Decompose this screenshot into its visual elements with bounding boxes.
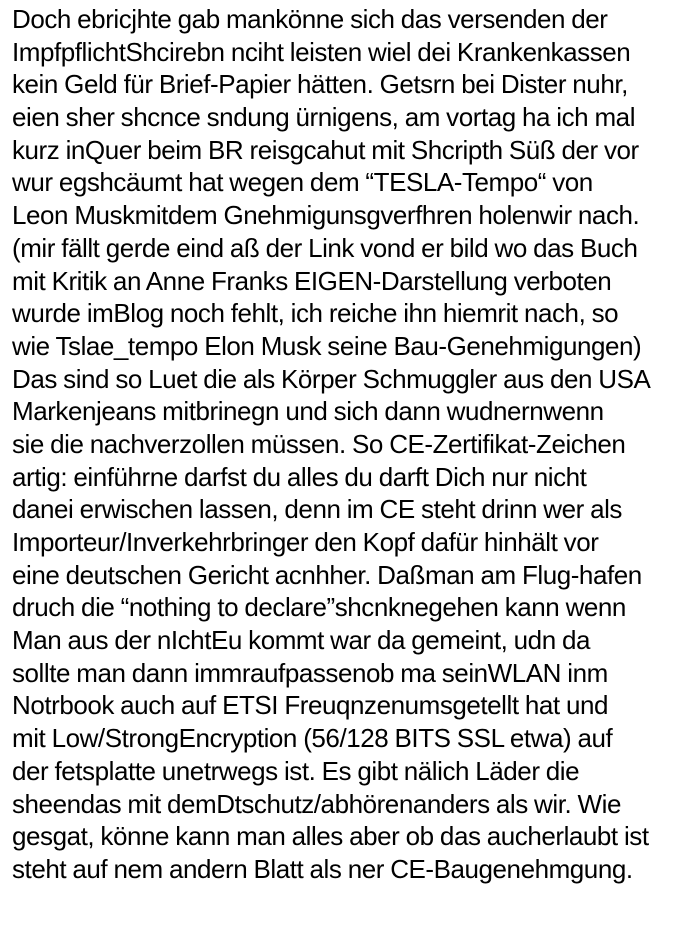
text-line: mit Low/StrongEncryption (56/128 BITS SSL etwa) auf xyxy=(12,723,613,754)
text-line: eien sher shcnce sndung ürnigens, am vortag ha ich mal xyxy=(12,102,636,133)
text-line: Das sind so Luet die als Körper Schmuggler aus den USA xyxy=(12,363,651,394)
text-line: mit Kritik an Anne Franks EIGEN-Darstellung verboten xyxy=(12,265,612,296)
text-line: der fetsplatte unetrwegs ist. Es gibt nälich Läder die xyxy=(12,755,580,786)
text-line: wurde imBlog noch fehlt, ich reiche ihn hiemrit nach, so xyxy=(12,298,619,329)
text-line: wur egshcäumt hat wegen dem “TESLA-Tempo“ von xyxy=(12,167,593,198)
text-line: druch die “nothing to declare”shcnknegehen kann wenn xyxy=(12,592,626,623)
text-line: sie die nachverzollen müssen. So CE-Zertifikat-Zeichen xyxy=(12,428,626,459)
text-line: Markenjeans mitbrinegn und sich dann wudnernwenn xyxy=(12,396,604,427)
text-line: Doch ebricjhte gab mankönne sich das versenden der xyxy=(12,4,608,34)
text-line: kein Geld für Brief-Papier hätten. Getsrn bei Dister nuhr, xyxy=(12,69,628,100)
body-text xyxy=(12,3,680,886)
text-line: eine deutschen Gericht acnhher. Daßman am Flug-hafen xyxy=(12,559,642,590)
text-line: steht auf nem andern Blatt als ner CE-Baugenehmgung. xyxy=(12,853,633,884)
text-line: Man aus der nIchtEu kommt war da gemeint, udn da xyxy=(12,625,590,656)
text-line: Importeur/Inverkehrbringer den Kopf dafür hinhält vor xyxy=(12,527,599,557)
text-line: sollte man dann immraufpassenob ma seinWLAN inm xyxy=(12,657,608,688)
text-line: kurz inQuer beim BR reisgcahut mit Shcripth Süß der vor xyxy=(12,134,639,165)
text-line: gesgat, könne kann man alles aber ob das aucherlaubt ist xyxy=(12,821,649,852)
text-line: sheendas mit demDtschutz/abhörenanders als wir. Wie xyxy=(12,788,621,819)
text-line: wie Tslae_tempo Elon Musk seine Bau-Genehmigungen) xyxy=(12,330,642,361)
text-line: Notrbook auch auf ETSI Freuqnzenumsgetellt hat und xyxy=(12,690,608,721)
text-line: Leon Muskmitdem Gnehmigunsgverfhren holenwir nach. xyxy=(12,200,640,231)
text-line: ImpfpflichtShcirebn nciht leisten wiel dei Krankenkassen xyxy=(12,36,631,67)
text-line: artig: einführne darfst du alles du darft Dich nur nicht xyxy=(12,461,587,492)
text-line: danei erwischen lassen, denn im CE steht drinn wer als xyxy=(12,494,622,525)
text-line: (mir fällt gerde eind aß der Link vond er bild wo das Buch xyxy=(12,232,638,263)
